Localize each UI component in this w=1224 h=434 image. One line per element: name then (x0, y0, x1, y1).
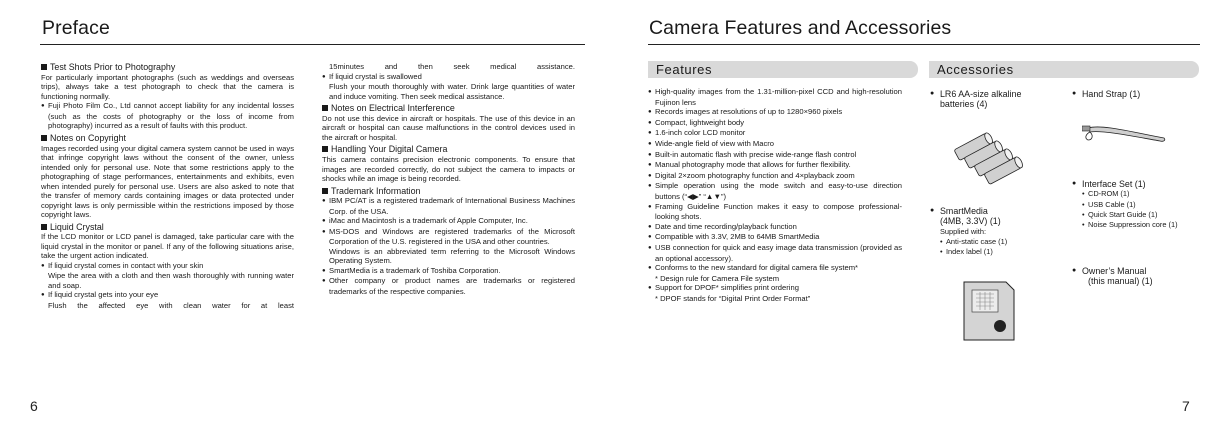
feature-item: ● Wide-angle field of view with Macro (648, 139, 902, 150)
note-windows: Windows is an abbreviated term referring to the Microsoft Windows Operating System. (329, 246, 575, 266)
bullet-imac: ● iMac and Macintosh is a trademark of Apple Computer, Inc. (322, 216, 575, 227)
note-dpof: * DPOF stands for “Digital Print Order Format” (655, 293, 811, 303)
note-dcf: * Design rule for Camera File system (655, 273, 780, 283)
bullet-icon: ● (1072, 180, 1077, 187)
smartmedia-card-illustration (962, 280, 1016, 342)
instruction-eye: Flush the affected eye with clean water for at least (48, 300, 294, 310)
accessory-interface-set: ● Interface Set (1) • CD-ROM (1) • USB Cable (1) • Quick Start Guide (1) • Noise Suppression core (1) (1072, 179, 1178, 230)
hand-strap-illustration (1082, 118, 1172, 148)
feature-item: ● Compact, lightweight body (648, 118, 902, 129)
para-copyright: Images recorded using your digital camera system cannot be used in ways that infringe copyright laws without the consent of the owner, unless intended only for personal use. Note that some restrictions apply to the photographing of stage performances, entertainments and exhibits, even when intended purely for personal use. Users are also asked to note that the transfer of memory cards containing images or data protected under copyright laws is only permissible within the restrictions imposed by those copyright laws. (41, 143, 294, 220)
bullet-icon: ● (1072, 90, 1077, 97)
features-heading-band (648, 61, 918, 78)
heading-test-shots: Test Shots Prior to Photography (41, 62, 294, 73)
accessory-smartmedia: ● SmartMedia (4MB, 3.3V) (1) Supplied with: • Anti-static case (1) • Index label (1) (930, 206, 1008, 257)
instruction-swallowed: Flush your mouth thoroughly with water. Drink large quantities of water and induce vomiting. Then seek medical assistance. (329, 82, 575, 101)
page-title-preface: Preface (42, 17, 110, 39)
bullet-icon: ● (930, 90, 935, 97)
bullet-ibm: ● IBM PC/AT is a registered trademark of International Business Machines Corp. of the USA. (322, 196, 575, 216)
square-bullet-icon (41, 224, 47, 230)
title-rule (648, 44, 1200, 45)
square-bullet-icon (41, 135, 47, 141)
square-bullet-icon (41, 64, 47, 70)
heading-copyright: Notes on Copyright (41, 133, 294, 144)
para-electrical: Do not use this device in aircraft or hospitals. The use of this device in an aircraft or hospital can cause malfunctions in the control devices used in the aircraft or hospital. (322, 113, 575, 142)
square-bullet-icon (322, 146, 328, 152)
feature-item: ● Compatible with 3.3V, 2MB to 64MB SmartMedia (648, 232, 902, 243)
accessory-owners-manual: ● Owner’s Manual (this manual) (1) (1072, 266, 1153, 287)
instruction-skin: Wipe the area with a cloth and then wash thoroughly with running water and soap. (48, 271, 294, 290)
feature-item: ● Manual photography mode that allows for further flexibility. (648, 160, 902, 171)
page-number: 6 (30, 398, 38, 414)
accessory-batteries: ● LR6 AA-size alkaline batteries (4) (930, 89, 1022, 110)
bullet-msdos: ● MS-DOS and Windows are registered trademarks of the Microsoft Corporation of the U.S. registered in the USA and other countries. (322, 227, 575, 247)
para-liquid-crystal: If the LCD monitor or LCD panel is damaged, take particular care with the liquid crystal in the monitor or panel. If any of the following situations arise, take the urgent action indicated. (41, 232, 294, 261)
left-column-2 (322, 62, 575, 296)
feature-item: ● Conforms to the new standard for digital camera file system* (648, 263, 902, 274)
bullet-eye: ● If liquid crystal gets into your eye (41, 290, 294, 301)
bullet-icon: ● (930, 207, 935, 214)
para-handling: This camera contains precision electronic components. To ensure that images are recorded correctly, do not subject the camera to impacts or shocks while an image is being recorded. (322, 155, 575, 184)
heading-trademark: Trademark Information (322, 186, 575, 197)
feature-item: ● Date and time recording/playback function (648, 222, 902, 233)
bullet-swallowed: ● If liquid crystal is swallowed (322, 72, 575, 83)
left-column-1 (41, 60, 294, 310)
interface-item: • Noise Suppression core (1) (1082, 220, 1178, 230)
feature-item: ● 1.6-inch color LCD monitor (648, 128, 902, 139)
title-rule (40, 44, 585, 45)
bullet-fuji-liability: ● Fuji Photo Film Co., Ltd cannot accept liability for any incidental losses (such as the costs of photography or the loss of income from photography) incurred as a result of faults with this product. (41, 101, 294, 131)
para-test-shots: For particularly important photographs (such as weddings and overseas trips), always take a test photograph to check that the camera is functioning normally. (41, 72, 294, 101)
batteries-illustration (950, 124, 1032, 186)
smartmedia-item: • Index label (1) (940, 247, 993, 257)
page-number: 7 (1182, 398, 1190, 414)
feature-item: ● Simple operation using the mode switch and easy-to-use direction buttons (“◀▶” “▲▼”) (648, 181, 902, 201)
feature-item: ● High-quality images from the 1.31-million-pixel CCD and high-resolution Fujinon lens (648, 87, 902, 107)
page-title-features: Camera Features and Accessories (649, 17, 952, 39)
interface-item: • CD-ROM (1) (1082, 189, 1130, 199)
heading-electrical: Notes on Electrical Interference (322, 103, 575, 114)
heading-liquid-crystal: Liquid Crystal (41, 222, 294, 233)
bullet-icon: ● (1072, 267, 1077, 274)
feature-item: ● Built-in automatic flash with precise wide-range flash control (648, 150, 902, 161)
bullet-skin: ● If liquid crystal comes in contact with your skin (41, 261, 294, 272)
feature-item: ● Framing Guideline Function makes it easy to compose professional-looking shots. (648, 202, 902, 222)
bullet-other-trademarks: ● Other company or product names are trademarks or registered trademarks of the respective companies. (322, 276, 575, 296)
square-bullet-icon (322, 188, 328, 194)
instruction-eye-continued: 15minutes and then seek medical assistance. (329, 62, 575, 71)
feature-item: ● USB connection for quick and easy image data transmission (provided as an optional accessory). (648, 243, 902, 263)
accessory-hand-strap: ● Hand Strap (1) (1072, 89, 1141, 99)
feature-item-dpof: ● Support for DPOF* simplifies print ordering (648, 283, 902, 294)
smartmedia-item: • Anti-static case (1) (940, 237, 1008, 247)
features-heading: Features (656, 62, 713, 77)
square-bullet-icon (322, 105, 328, 111)
bullet-smartmedia-trademark: ● SmartMedia is a trademark of Toshiba Corporation. (322, 266, 575, 277)
feature-item: ● Digital 2×zoom photography function and 4×playback zoom (648, 171, 902, 182)
feature-item: ● Records images at resolutions of up to 1280×960 pixels (648, 107, 902, 118)
heading-handling: Handling Your Digital Camera (322, 144, 575, 155)
interface-item: • Quick Start Guide (1) (1082, 209, 1158, 219)
accessories-heading-band (929, 61, 1199, 78)
features-list (648, 87, 902, 303)
accessories-heading: Accessories (937, 62, 1014, 77)
interface-item: • USB Cable (1) (1082, 199, 1136, 209)
page-7 (612, 0, 1224, 434)
